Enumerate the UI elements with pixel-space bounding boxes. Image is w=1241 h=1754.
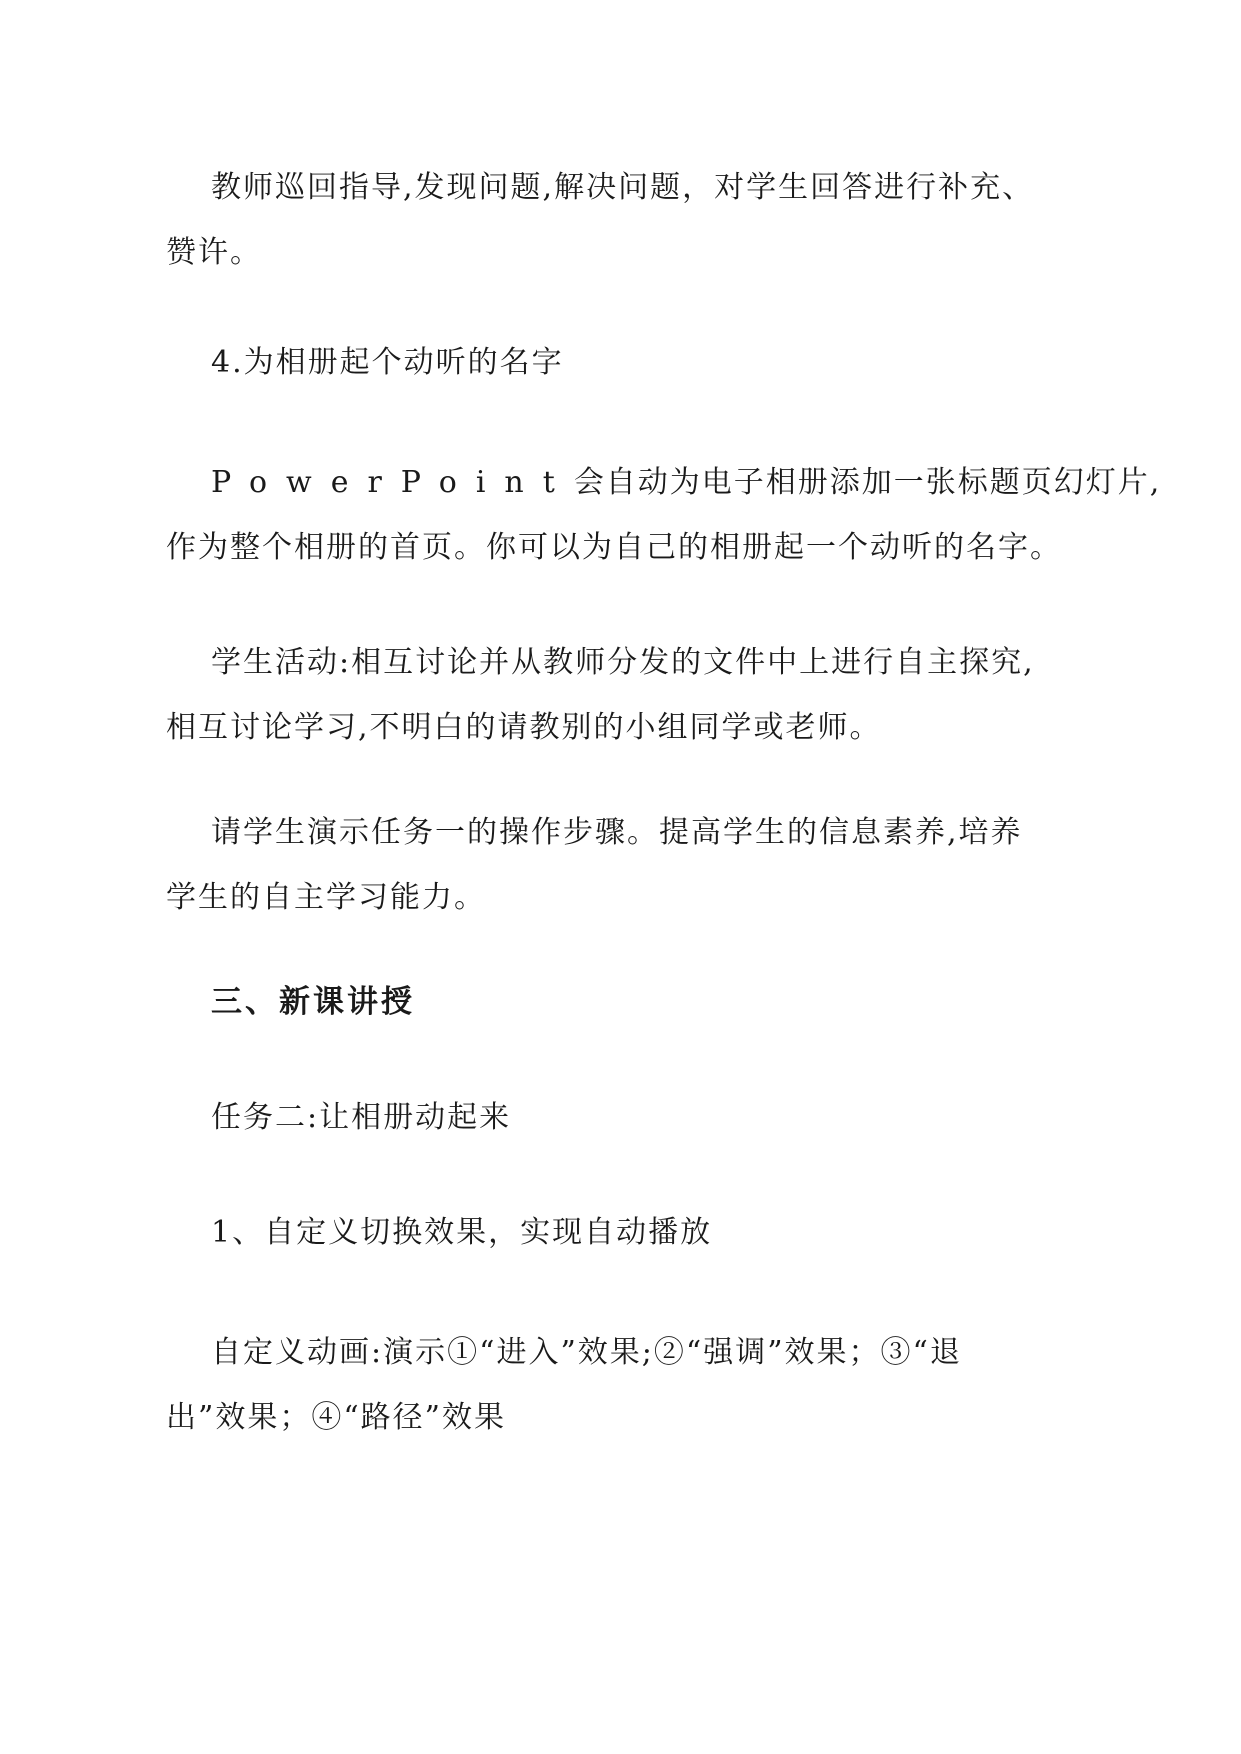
text-line: 教师巡回指导,发现问题,解决问题，对学生回答进行补充、: [211, 170, 1035, 205]
heading-text: 三、新课讲授: [211, 984, 415, 1020]
paragraph-custom-animation: [166, 1320, 1096, 1450]
text-line: 1、自定义切换效果，实现自动播放: [211, 1215, 713, 1250]
paragraph-student-demo: [166, 800, 1096, 930]
powerpoint-word: PowerPoint: [211, 465, 574, 500]
text-line: 任务二:让相册动起来: [211, 1100, 512, 1135]
section-heading: [166, 970, 1096, 1035]
text-line: 相互讨论学习,不明白的请教别的小组同学或老师。: [166, 710, 882, 745]
text-line: 学生活动:相互讨论并从教师分发的文件中上进行自主探究,: [211, 645, 1035, 680]
text-line: 作为整个相册的首页。你可以为自己的相册起一个动听的名字。: [166, 530, 1062, 565]
text-line: [166, 450, 1162, 515]
paragraph-student-activity: [166, 630, 1096, 760]
text-line: 4.为相册起个动听的名字: [211, 345, 564, 380]
text-line: 学生的自主学习能力。: [166, 880, 486, 915]
text-line: 自定义动画:演示①“进入”效果;②“强调”效果；③“退: [211, 1335, 962, 1370]
text-line: 出”效果；④“路径”效果: [166, 1400, 507, 1435]
text-line-rest: 会自动为电子相册添加一张标题页幻灯片,: [573, 465, 1162, 500]
paragraph-task-two: [166, 1085, 1096, 1150]
paragraph-powerpoint-title-slide: [166, 450, 1162, 580]
text-line: 请学生演示任务一的操作步骤。提高学生的信息素养,培养: [211, 815, 1023, 850]
paragraph-album-name-step: [166, 330, 1096, 395]
text-line: 赞许。: [166, 235, 262, 270]
paragraph-teacher-guidance: [166, 155, 1096, 285]
paragraph-custom-transition: [166, 1200, 1096, 1265]
